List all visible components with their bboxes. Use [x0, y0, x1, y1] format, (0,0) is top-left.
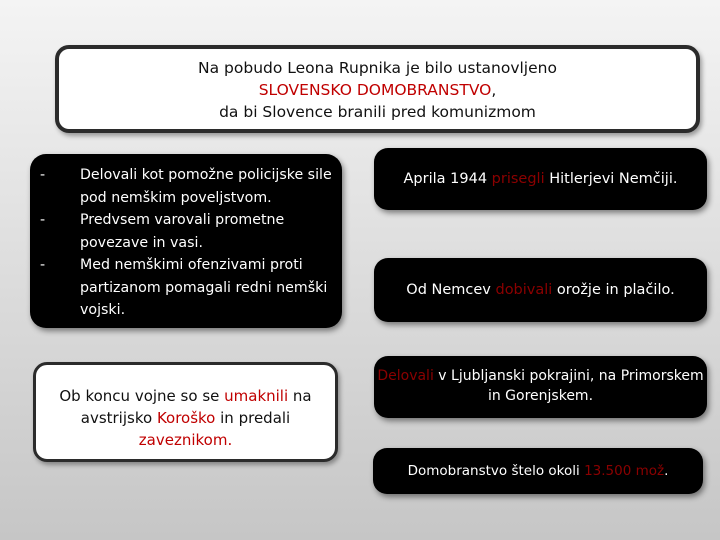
region-suffix: v Ljubljanski pokrajini, na Primorskem in Gorenjskem.: [433, 368, 704, 404]
oath-highlight: prisegli: [491, 171, 545, 187]
bullet-dash: -: [40, 257, 46, 273]
facts-item-text: Med nemškimi ofenzivami proti partizanom pomagali redni nemški vojski.: [80, 257, 328, 318]
bullet-dash: -: [40, 167, 46, 183]
facts-box: [30, 154, 342, 328]
title-line-1: Na pobudo Leona Rupnika je bilo ustanovljeno: [198, 59, 557, 77]
title-line-2: [59, 79, 696, 101]
title-line-3: da bi Slovence branili pred komunizmom: [219, 103, 536, 121]
count-prefix: Domobranstvo štelo okoli: [407, 463, 585, 479]
facts-item: [40, 209, 334, 254]
end-text-2: na avstrijsko: [80, 387, 312, 427]
weapons-prefix: Od Nemcev: [406, 282, 496, 298]
facts-item: [40, 164, 334, 209]
count-suffix: .: [664, 463, 669, 479]
title-line-2-suffix: ,: [491, 81, 497, 99]
end-highlight-retreated: umaknili: [224, 387, 289, 405]
oath-text: [374, 171, 707, 187]
region-highlight: Delovali: [377, 368, 434, 384]
weapons-text: [374, 282, 707, 298]
oath-box: [374, 148, 707, 210]
end-highlight-allies: zaveznikom.: [138, 431, 233, 449]
count-box: [373, 448, 703, 494]
title-box: [55, 45, 700, 133]
end-highlight-carinthia: Koroško: [156, 409, 216, 427]
oath-prefix: Aprila 1944: [403, 171, 492, 187]
end-text-1: Ob koncu vojne so se: [59, 387, 225, 405]
weapons-box: [374, 258, 707, 322]
count-highlight: 13.500 mož: [584, 463, 665, 479]
bullet-dash: -: [40, 212, 46, 228]
weapons-suffix: orožje in plačilo.: [552, 282, 675, 298]
facts-list: [40, 164, 334, 322]
end-text-3: in predali: [215, 409, 291, 427]
count-text: [373, 463, 703, 479]
facts-item: [40, 254, 334, 322]
facts-item-text: Predvsem varovali prometne povezave in vasi.: [80, 212, 285, 251]
title-highlight: SLOVENSKO DOMOBRANSTVO: [258, 81, 492, 99]
facts-item-text: Delovali kot pomožne policijske sile pod nemškim poveljstvom.: [80, 167, 332, 206]
region-box: [374, 356, 707, 418]
weapons-highlight: dobivali: [495, 282, 553, 298]
end-of-war-box: [33, 362, 338, 462]
oath-suffix: Hitlerjevi Nemčiji.: [544, 171, 678, 187]
